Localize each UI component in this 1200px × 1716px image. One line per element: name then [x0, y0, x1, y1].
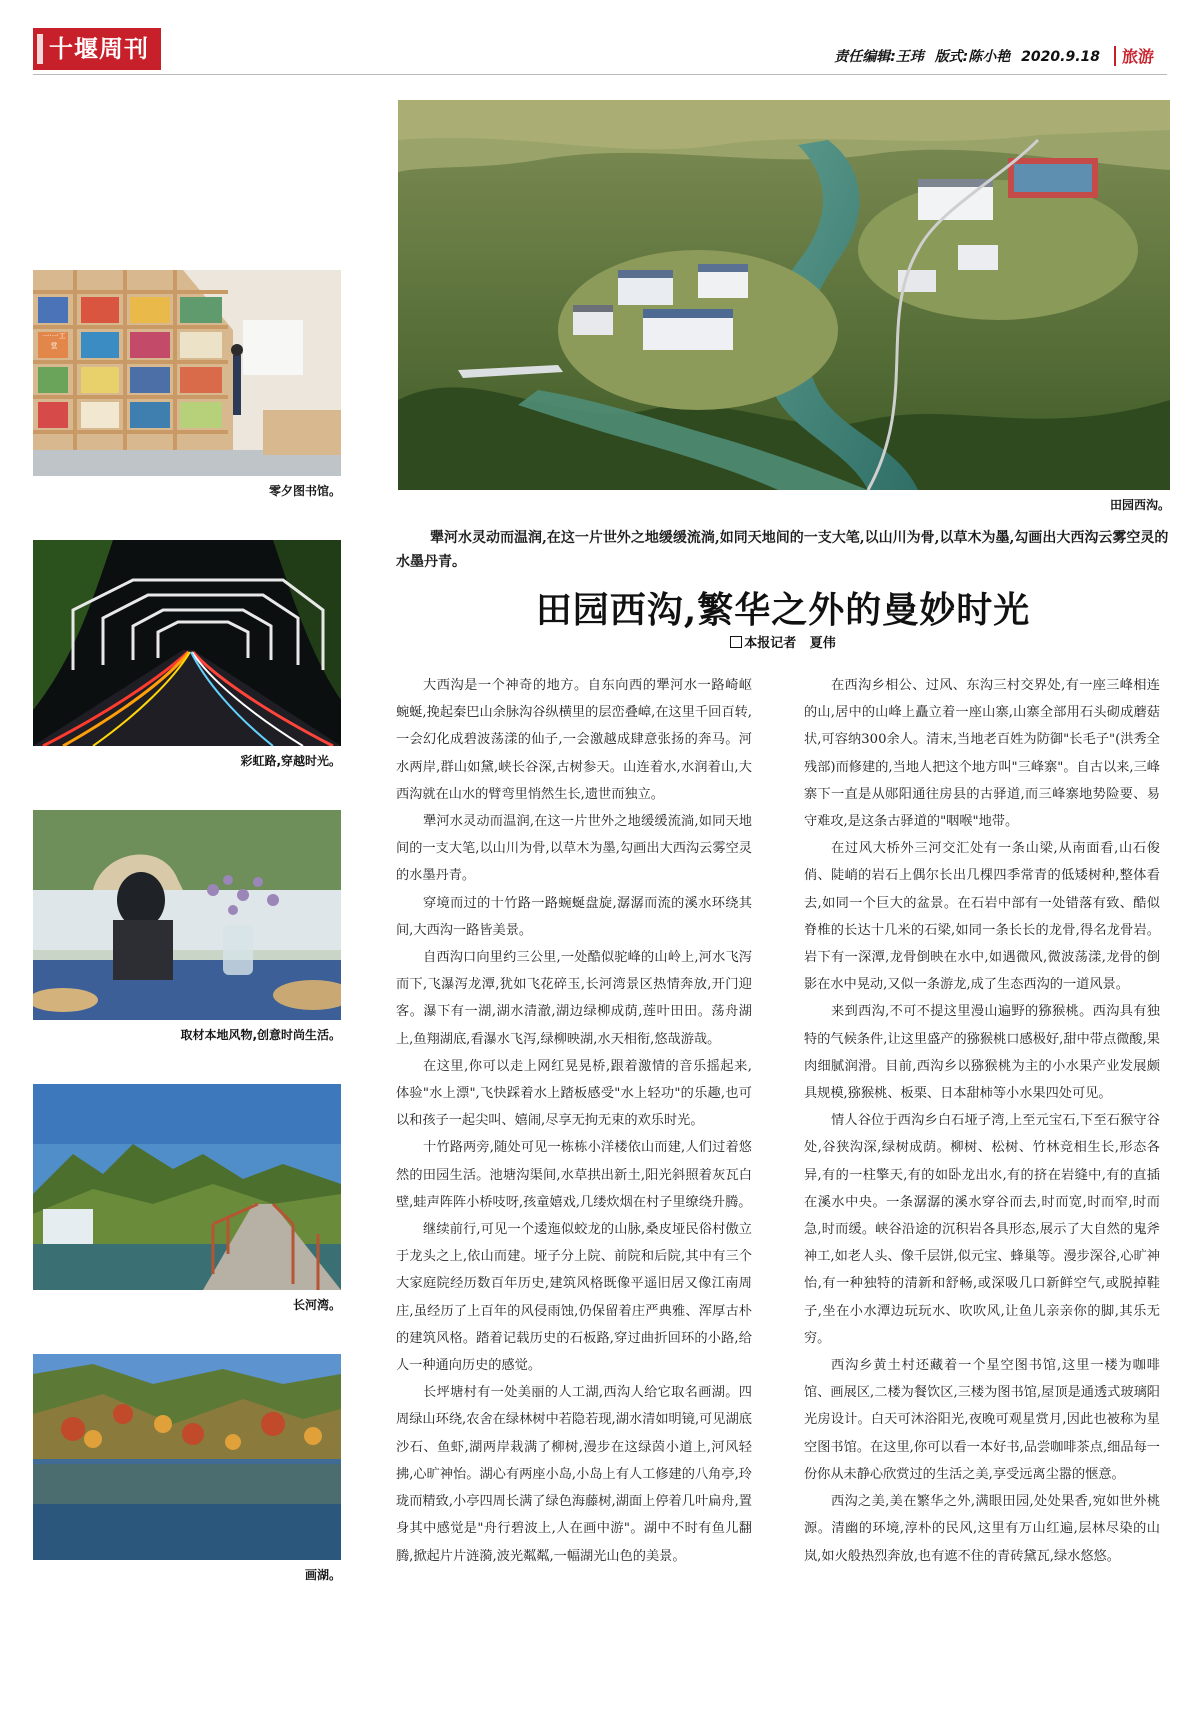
editor-credit: 责任编辑:王玮: [834, 49, 924, 65]
side-caption-library: 零夕图书馆。: [268, 484, 341, 498]
layout-credit: 版式:陈小艳: [934, 49, 1011, 65]
paragraph: 犟河水灵动而温润,在这一片世外之地缓缓流淌,如同天地间的一支大笔,以山川为骨,以草木为墨,勾画出大西沟云雾空灵的水墨丹青。: [396, 814, 752, 884]
article-byline: [396, 632, 1170, 651]
paragraph: 在这里,你可以走上网红晃晃桥,跟着激情的音乐摇起来,体验"水上漂",飞快踩着水上踏板感受"水上轻功"的乐趣,也可以和孩子一起尖叫、嬉闹,尽享无拘无束的欢乐时光。: [396, 1058, 752, 1129]
side-photo-flower-arranging: [33, 810, 341, 1020]
main-photo-aerial-village: [398, 100, 1170, 490]
paragraph: 长坪塘村有一处美丽的人工湖,西沟人给它取名画湖。四周绿山环绕,农舍在绿林树中若隐若现,湖水清如明镜,可见湖底沙石、鱼虾,湖两岸栽满了柳树,漫步在这绿茵小道上,河风轻拂,心旷神怡。湖心有两座小岛,小岛上有人工修建的八角亭,玲珑而精致,小亭四周长满了绿色海藤树,湖面上停着几叶扁舟,置身其中感觉是"舟行碧波上,人在画中游"。湖中不时有鱼儿翻腾,掀起片片涟漪,波光粼粼,一幅湖光山色的美景。: [396, 1385, 752, 1564]
side-photo-rainbow-road: [33, 540, 341, 746]
section-label: 旅游: [1122, 47, 1155, 66]
paragraph: 继续前行,可见一个逶迤似蛟龙的山脉,桑皮垭民俗村傲立于龙头之上,依山而建。垭子分上院、前院和后院,其中有三个大家庭院经历数百年历史,建筑风格既像平遥旧居又像江南周庄,虽经历了上百年的风侵雨蚀,仍保留着庄严典雅、浑厚古朴的建筑风格。踏着记载历史的石板路,穿过曲折回环的小路,给人一种通向历史的感觉。: [396, 1222, 752, 1374]
side-photo-painted-lake: [33, 1354, 341, 1560]
page-header-info: [828, 46, 1100, 66]
paragraph: 西沟之美,美在繁华之外,满眼田园,处处果香,宛如世外桃源。清幽的环境,淳朴的民风,这里有万山红遍,层林尽染的山岚,如火般热烈奔放,也有遮不住的青砖黛瓦,绿水悠悠。: [804, 1494, 1160, 1564]
paragraph: 穿境而过的十竹路一路蜿蜒盘旋,潺潺而流的溪水环绕其间,大西沟一路皆美景。: [396, 895, 752, 938]
byline-author: 夏伟: [809, 636, 836, 651]
main-photo-caption: 田园西沟。: [1109, 498, 1170, 512]
side-caption-rainbow-road: 彩虹路,穿越时光。: [240, 754, 341, 768]
byline-box-icon: [730, 636, 742, 648]
section-separator: [1114, 46, 1116, 66]
paragraph: 情人谷位于西沟乡白石垭子湾,上至元宝石,下至石猴守谷处,谷狭沟深,绿树成荫。柳树、松树、竹林竞相生长,形态各异,有的一柱擎天,有的如卧龙出水,有的挤在岩缝中,有的直插在溪水中央。一条潺潺的溪水穿谷而去,时而宽,时而窄,时而急,时而缓。峡谷沿途的沉积岩各具形态,展示了大自然的鬼斧神工,如老人头、像千层饼,似元宝、蜂巢等。漫步深谷,心旷神怡,有一种独特的清新和舒畅,或深吸几口新鲜空气,或脱掉鞋子,坐在小水潭边玩玩水、吹吹风,让鱼儿亲亲你的脚,其乐无穷。: [804, 1113, 1160, 1346]
masthead-logo: [33, 28, 161, 70]
paragraph: 西沟乡黄土村还藏着一个星空图书馆,这里一楼为咖啡馆、画展区,二楼为餐饮区,三楼为图书馆,屋顶是通透式玻璃阳光房设计。白天可沐浴阳光,夜晚可观星赏月,因此也被称为星空图书馆。在这里,你可以看一本好书,品尝咖啡茶点,细品每一份你从未静心欣赏过的生活之美,享受远离尘嚣的惬意。: [804, 1358, 1160, 1482]
side-caption-changhe-bay: 长河湾。: [292, 1298, 341, 1312]
paragraph: 来到西沟,不可不提这里漫山遍野的猕猴桃。西沟具有独特的气候条件,让这里盛产的猕猴桃口感极好,甜中带点微酸,果肉细腻润滑。目前,西沟乡以猕猴桃为主的小水果产业发展颇具规模,猕猴桃、板栗、日本甜柿等小水果四处可见。: [804, 1004, 1160, 1102]
paragraph: 大西沟是一个神奇的地方。自东向西的犟河水一路崎岖蜿蜒,挽起秦巴山余脉沟谷纵横里的层峦叠嶂,在这里千回百转,一会幻化成碧波荡漾的仙子,一会激越成肆意张扬的奔马。河水两岸,群山如黛,峡长谷深,古树参天。山连着水,水润着山,大西沟就在山水的臂弯里悄然生长,遗世而独立。: [396, 678, 752, 802]
article-title: 田园西沟,繁华之外的曼妙时光: [535, 589, 1031, 631]
logo-strip: [37, 34, 43, 64]
article-column-1: [396, 672, 752, 1570]
paragraph: 在过风大桥外三河交汇处有一条山梁,从南面看,山石俊俏、陡峭的岩石上偶尔长出几棵四季常青的低矮树种,整体看去,如同一个巨大的盆景。在石岩中部有一处错落有致、酷似脊椎的长达十几米的石梁,如同一条长长的龙骨,得名龙骨岩。岩下有一深潭,龙骨倒映在水中,如遇微风,微波荡漾,龙骨的倒影在水中晃动,又似一条游龙,成了生态西沟的一道风景。: [804, 841, 1160, 993]
side-photo-changhe-bay: [33, 1084, 341, 1290]
header-rule: [33, 74, 1167, 75]
side-caption-flower-arranging: 取材本地风物,创意时尚生活。: [180, 1028, 341, 1042]
paragraph: 十竹路两旁,随处可见一栋栋小洋楼依山而建,人们过着悠然的田园生活。池塘沟渠间,水草拱出新土,阳光斜照着灰瓦白壁,蛙声阵阵小桥吱呀,孩童嬉戏,几缕炊烟在村子里缭绕升腾。: [396, 1140, 752, 1210]
library-sign: 一·一工堂: [42, 332, 66, 350]
article-column-2: [804, 672, 1160, 1570]
byline-prefix: 本报记者: [744, 636, 797, 651]
paragraph: 在西沟乡相公、过风、东沟三村交界处,有一座三峰相连的山,居中的山峰上矗立着一座山寨,山寨全部用石头砌成蘑菇状,可容纳300余人。清末,当地老百姓为防御"长毛子"(洪秀全残部)而修建的,当地人把这个地方叫"三峰寨"。自古以来,三峰寨下一直是从郧阳通往房县的古驿道,而三峰寨地势险要、易守难攻,是这条古驿道的"咽喉"地带。: [804, 678, 1160, 830]
side-caption-painted-lake: 画湖。: [304, 1568, 341, 1582]
issue-date: 2020.9.18: [1021, 49, 1100, 65]
paragraph: 自西沟口向里约三公里,一处酷似驼峰的山岭上,河水飞泻而下,飞瀑泻龙潭,犹如飞花碎玉,长河湾景区热情奔放,开门迎客。瀑下有一湖,湖水清澈,湖边绿柳成荫,莲叶田田。荡舟湖上,鱼翔湖底,看瀑水飞泻,绿柳映湖,水天相衔,悠哉游哉。: [396, 950, 752, 1047]
masthead-title: 十堰周刊: [49, 34, 149, 63]
side-photo-library: [33, 270, 341, 476]
article-lead: 犟河水灵动而温润,在这一片世外之地缓缓流淌,如同天地间的一支大笔,以山川为骨,以草木为墨,勾画出大西沟云雾空灵的水墨丹青。: [396, 530, 1169, 570]
